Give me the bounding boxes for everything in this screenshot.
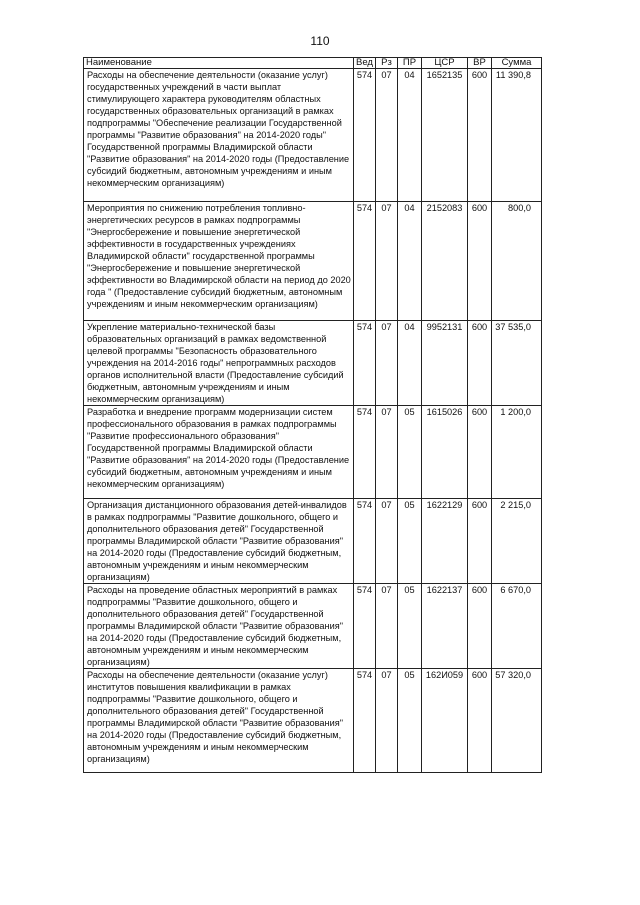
row-name: Расходы на обеспечение деятельности (оказание услуг) государственных учреждений в части выплат стимулирующего характера руководителям областных государственных образовательных организаций в рамках подпрограммы "Обеспечение реализации Государственной программы "Развитие образования" на 2014-2020 годы" Государственной программы Владимирской области "Развитие образования" на 2014-2020 годы (Предоставление субсидий бюджетным, автономным учреждениям и иным некоммерческим организациям) xyxy=(84,69,354,202)
row-csr: 9952131 xyxy=(422,321,468,406)
row-sum: 57 320,0 xyxy=(492,669,542,773)
row-pr: 04 xyxy=(398,202,422,321)
row-name: Разработка и внедрение программ модернизации систем профессионального образования в рамках подпрограммы "Развитие профессионального образования" Государственной программы Владимирской области "Развитие образования" на 2014-2020 годы (Предоставление субсидий бюджетным, автономным учреждениям и иным некоммерческим организациям) xyxy=(84,406,354,499)
row-ved: 574 xyxy=(354,202,376,321)
row-rz: 07 xyxy=(376,584,398,669)
row-sum: 6 670,0 xyxy=(492,584,542,669)
page-number: 110 xyxy=(310,34,330,48)
row-pr: 04 xyxy=(398,69,422,202)
row-vr: 600 xyxy=(468,406,492,499)
row-name: Укрепление материально-технической базы образовательных организаций в рамках ведомственной целевой программы "Безопасность образовательного учреждения на 2014-2016 годы" непрограммных расходов органов исполнительной власти (Предоставление субсидий бюджетным, автономным учреждениям и иным некоммерческим организациям) xyxy=(84,321,354,406)
row-ved: 574 xyxy=(354,669,376,773)
table-header-row xyxy=(84,58,542,69)
row-sum: 800,0 xyxy=(492,202,542,321)
row-pr: 04 xyxy=(398,321,422,406)
row-sum: 11 390,8 xyxy=(492,69,542,202)
row-pr: 05 xyxy=(398,584,422,669)
row-rz: 07 xyxy=(376,321,398,406)
row-rz: 07 xyxy=(376,406,398,499)
row-name: Мероприятия по снижению потребления топливно-энергетических ресурсов в рамках подпрограммы "Энергосбережение и повышение энергетической эффективности в государственных учреждениях Владимирской области" государственной программы "Энергосбережение и повышение энергетической эффективности во Владимирской области на период до 2020 года " (Предоставление субсидий бюджетным, автономным учреждениям и иным некоммерческим организациям) xyxy=(84,202,354,321)
row-sum: 37 535,0 xyxy=(492,321,542,406)
row-pr: 05 xyxy=(398,669,422,773)
table-row xyxy=(84,669,542,773)
row-csr: 2152083 xyxy=(422,202,468,321)
table-row xyxy=(84,499,542,584)
row-rz: 07 xyxy=(376,202,398,321)
row-vr: 600 xyxy=(468,669,492,773)
row-ved: 574 xyxy=(354,584,376,669)
row-name: Расходы на обеспечение деятельности (оказание услуг) институтов повышения квалификации в рамках подпрограммы "Развитие дошкольного, общего и дополнительного образования детей" Государственной программы Владимирской области "Развитие образования" на 2014-2020 годы (Предоставление субсидий бюджетным, автономным учреждениям и иным некоммерческим организациям) xyxy=(84,669,354,773)
row-rz: 07 xyxy=(376,669,398,773)
budget-table xyxy=(83,57,542,773)
row-ved: 574 xyxy=(354,69,376,202)
row-rz: 07 xyxy=(376,499,398,584)
row-sum: 2 215,0 xyxy=(492,499,542,584)
row-rz: 07 xyxy=(376,69,398,202)
header-name: Наименование xyxy=(84,58,354,69)
row-vr: 600 xyxy=(468,321,492,406)
row-ved: 574 xyxy=(354,499,376,584)
header-rz: Рз xyxy=(376,58,398,69)
row-ved: 574 xyxy=(354,406,376,499)
row-csr: 1615026 xyxy=(422,406,468,499)
table-row xyxy=(84,584,542,669)
row-vr: 600 xyxy=(468,202,492,321)
row-ved: 574 xyxy=(354,321,376,406)
header-pr: ПР xyxy=(398,58,422,69)
row-name: Организация дистанционного образования детей-инвалидов в рамках подпрограммы "Развитие дошкольного, общего и дополнительного образования детей" Государственной программы Владимирской области "Развитие образования" на 2014-2020 годы (Предоставление субсидий бюджетным, автономным учреждениям и иным некоммерческим организациям) xyxy=(84,499,354,584)
row-csr: 1652135 xyxy=(422,69,468,202)
table-row xyxy=(84,69,542,202)
row-vr: 600 xyxy=(468,584,492,669)
header-ved: Вед xyxy=(354,58,376,69)
row-pr: 05 xyxy=(398,499,422,584)
header-vr: ВР xyxy=(468,58,492,69)
header-sum: Сумма xyxy=(492,58,542,69)
row-vr: 600 xyxy=(468,69,492,202)
header-csr: ЦСР xyxy=(422,58,468,69)
table-row xyxy=(84,406,542,499)
row-pr: 05 xyxy=(398,406,422,499)
row-vr: 600 xyxy=(468,499,492,584)
row-name: Расходы на проведение областных мероприятий в рамках подпрограммы "Развитие дошкольного, общего и дополнительного образования детей" Государственной программы Владимирской области "Развитие образования" на 2014-2020 годы (Предоставление субсидий бюджетным, автономным учреждениям и иным некоммерческим организациям) xyxy=(84,584,354,669)
row-csr: 162И059 xyxy=(422,669,468,773)
row-csr: 1622129 xyxy=(422,499,468,584)
row-csr: 1622137 xyxy=(422,584,468,669)
table-row xyxy=(84,321,542,406)
table-row xyxy=(84,202,542,321)
row-sum: 1 200,0 xyxy=(492,406,542,499)
